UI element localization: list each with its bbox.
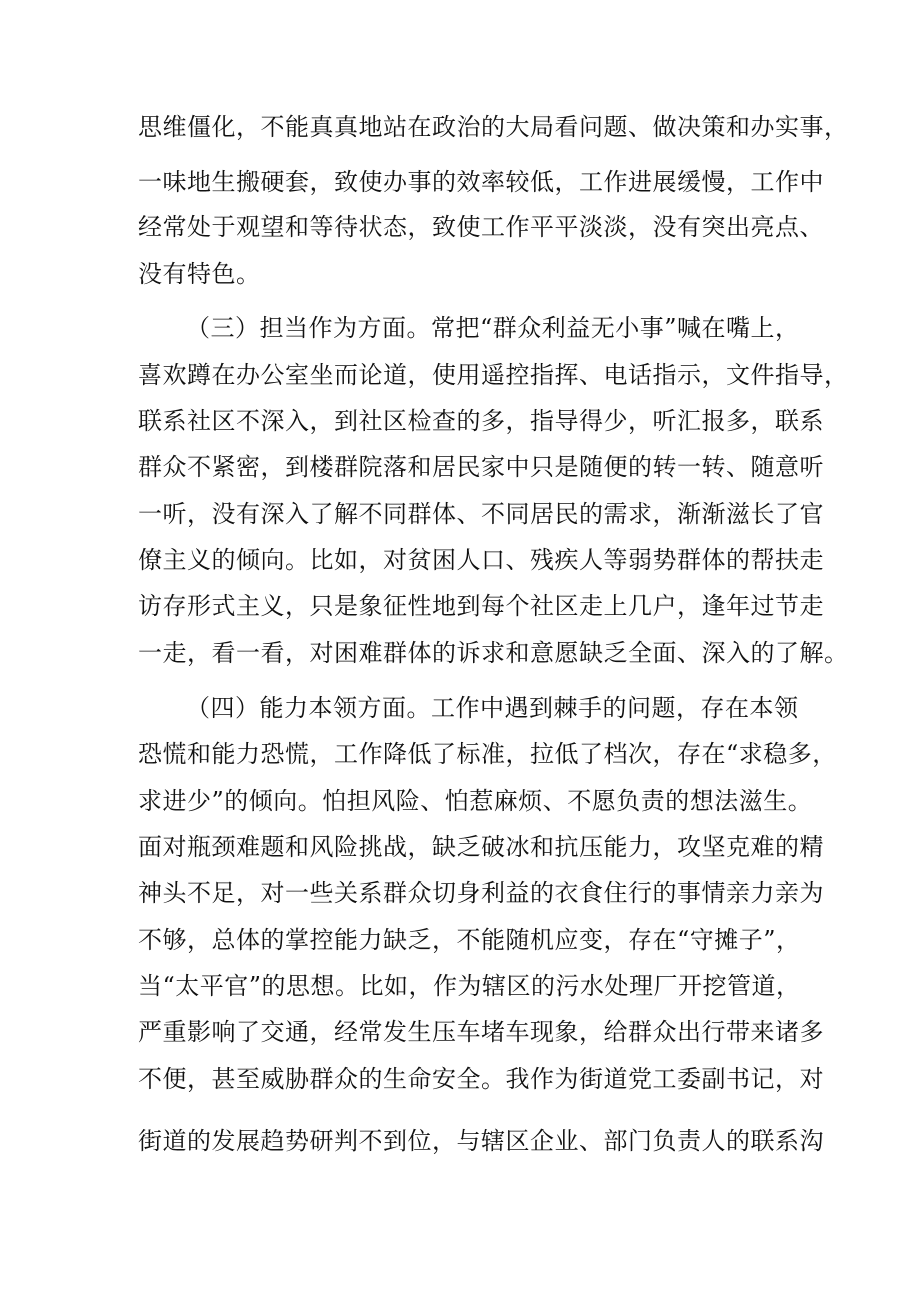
paragraph-line: 联系社区不深入，到社区检查的多，指导得少，听汇报多，联系: [138, 407, 824, 435]
paragraph-line: 喜欢蹲在办公室坐而论道，使用遥控指挥、电话指示，文件指导，: [138, 361, 849, 389]
paragraph-line: 严重影响了交通，经常发生压车堵车现象，给群众出行带来诸多: [138, 1018, 824, 1046]
paragraph-line: 恐慌和能力恐慌，工作降低了标准，拉低了档次，存在“求稳多，: [138, 740, 837, 768]
paragraph-line: 一味地生搬硬套，致使办事的效率较低，工作进展缓慢，工作中: [138, 168, 824, 196]
paragraph-line: 神头不足，对一些关系群众切身利益的衣食住行的事情亲力亲为: [138, 879, 824, 907]
paragraph-line: 不够，总体的掌控能力缺乏，不能随机应变，存在“守摊子”，: [138, 926, 801, 954]
paragraph-line: 求进少”的倾向。怕担风险、怕惹麻烦、不愿负责的想法滋生。: [138, 787, 813, 815]
section-heading-line: （四）能力本领方面。工作中遇到棘手的问题，存在本领: [186, 694, 799, 722]
paragraph-line: 街道的发展趋势研判不到位，与辖区企业、部门负责人的联系沟: [138, 1127, 824, 1155]
paragraph-line: 访存形式主义，只是象征性地到每个社区走上几户，逢年过节走: [138, 592, 824, 620]
paragraph-line: 一听，没有深入了解不同群体、不同居民的需求，渐渐滋长了官: [138, 500, 824, 528]
paragraph-line: 僚主义的倾向。比如，对贫困人口、残疾人等弱势群体的帮扶走: [138, 546, 824, 574]
paragraph-line: 面对瓶颈难题和风险挑战，缺乏破冰和抗压能力，攻坚克难的精: [138, 833, 824, 861]
paragraph-line: 没有特色。: [138, 260, 261, 288]
paragraph-line: 群众不紧密，到楼群院落和居民家中只是随便的转一转、随意听: [138, 453, 824, 481]
paragraph-line: 当“太平官”的思想。比如，作为辖区的污水处理厂开挖管道，: [138, 972, 801, 1000]
paragraph-line: 思维僵化，不能真真地站在政治的大局看问题、做决策和办实事，: [138, 113, 849, 141]
section-heading-line: （三）担当作为方面。常把“群众利益无小事”喊在嘴上，: [186, 314, 800, 342]
paragraph-line: 不便，甚至威胁群众的生命安全。我作为街道党工委副书记，对: [138, 1065, 824, 1093]
paragraph-line: 经常处于观望和等待状态，致使工作平平淡淡，没有突出亮点、: [138, 213, 824, 241]
paragraph-line: 一走，看一看，对困难群体的诉求和意愿缺乏全面、深入的了解。: [138, 639, 849, 667]
